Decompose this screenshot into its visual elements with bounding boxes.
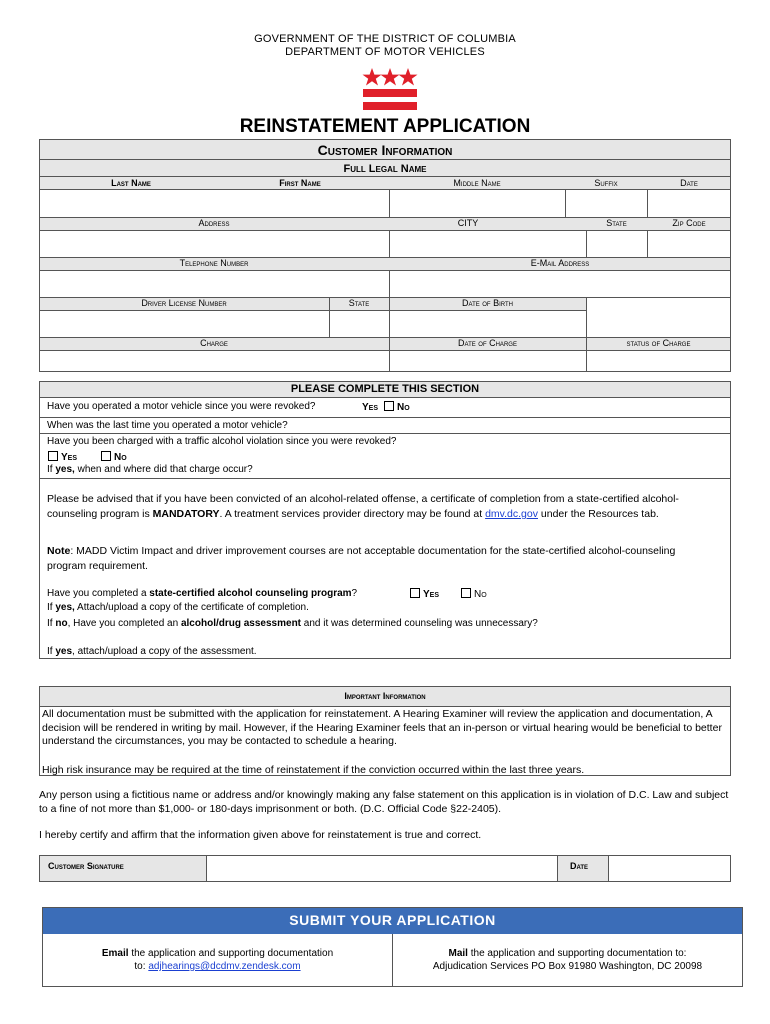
charge-label: Charge xyxy=(200,338,228,348)
q3-yes-checkbox[interactable] xyxy=(48,451,58,461)
q3-text: Have you been charged with a traffic alcohol violation since you were revoked? xyxy=(47,436,397,447)
important-paragraph-1: All documentation must be submitted with the application for reinstatement. A Hearing Examiner will review the application and documentation, A decision will be rendered in writing by mail. However, if the Hearing Examiner feels that an in-person or virtual hearing would be beneficial to better understand the circumstances, you may be contacted to schedule a hearing. xyxy=(42,708,722,747)
customer-info-title: Customer Information xyxy=(317,142,453,158)
suffix-label: Suffix xyxy=(594,178,618,188)
full-legal-name-label: Full Legal Name xyxy=(343,163,427,175)
name-input[interactable] xyxy=(40,190,388,216)
legal-warning: Any person using a fictitious name or address and/or knowingly making any false statement on this application is in violation of D.C. Law and subject to a fine of not more than $1,000- or 180-days imprisonment or both. (D.C. Official Code §22-2405). xyxy=(39,789,729,815)
dl-state-label: State xyxy=(348,298,370,308)
q4-options xyxy=(404,588,487,600)
zip-code-label: Zip Code xyxy=(672,218,706,228)
date-of-charge-label: Date of Charge xyxy=(458,338,517,348)
telephone-input[interactable] xyxy=(40,271,388,296)
certification-statement: I hereby certify and affirm that the information given above for reinstatement is true and correct. xyxy=(39,829,482,841)
q4-no-instruction: If no, Have you completed an alcohol/drug assessment and it was determined counseling was unnecessary? xyxy=(47,618,538,629)
section-title: PLEASE COMPLETE THIS SECTION xyxy=(290,383,480,395)
email-instruction: Email the application and supporting documentation to: adjhearings@dcdmv.zendesk.com xyxy=(101,948,334,972)
q4-text: Have you completed a state-certified alcohol counseling program? xyxy=(47,588,358,599)
q1-no-label: No xyxy=(397,402,410,413)
advisory-paragraph: Please be advised that if you have been convicted of an alcohol-related offense, a certificate of completion from a state-certified alcohol-counseling program is MANDATORY. A treatment services provider directory may be found at dmv.dc.gov under the Resources tab. xyxy=(47,493,679,520)
customer-signature-input[interactable] xyxy=(207,856,556,881)
email-link[interactable]: adjhearings@dcdmv.zendesk.com xyxy=(148,961,301,972)
state-input[interactable] xyxy=(587,231,646,256)
driver-license-input[interactable] xyxy=(40,311,328,336)
q4-no-label: No xyxy=(474,589,487,600)
middle-name-label: Middle Name xyxy=(453,178,501,188)
signature-date-label: Date xyxy=(570,861,589,871)
q4-no-checkbox[interactable] xyxy=(461,588,471,598)
q3-followup: If yes, when and where did that charge occur? xyxy=(47,464,253,475)
driver-license-label: Driver License Number xyxy=(141,298,227,308)
note-paragraph: Note: MADD Victim Impact and driver improvement courses are not acceptable documentation for the state-certified alcohol-counseling program requirement. xyxy=(47,545,676,572)
telephone-label: Telephone Number xyxy=(179,258,249,268)
q4-yes-label: Yes xyxy=(423,589,440,600)
q3-no-checkbox[interactable] xyxy=(101,451,111,461)
q1-text: Have you operated a motor vehicle since you were revoked? xyxy=(47,401,316,412)
q1-yes-label: Yes xyxy=(362,402,379,413)
dl-state-input[interactable] xyxy=(330,311,388,336)
q3-no-label: No xyxy=(114,452,127,463)
dmv-directory-link[interactable]: dmv.dc.gov xyxy=(485,508,538,520)
date-of-birth-input[interactable] xyxy=(390,311,585,336)
city-input[interactable] xyxy=(390,231,585,256)
date-of-birth-label: Date of Birth xyxy=(462,298,513,308)
q1-no-checkbox[interactable] xyxy=(384,401,394,411)
zip-code-input[interactable] xyxy=(648,231,730,256)
customer-signature-label: Customer Signature xyxy=(48,861,124,871)
date-label: Date xyxy=(680,178,698,188)
charge-input[interactable] xyxy=(40,351,388,371)
address-label: Address xyxy=(198,218,230,228)
q3-options xyxy=(42,451,127,463)
mail-address: Adjudication Services PO Box 91980 Washington, DC 20098 xyxy=(432,961,703,972)
address-input[interactable] xyxy=(40,231,388,256)
status-of-charge-label: status of Charge xyxy=(626,338,691,348)
q4-yes-checkbox[interactable] xyxy=(410,588,420,598)
date-input[interactable] xyxy=(648,190,730,216)
important-paragraph-2: High risk insurance may be required at the time of reinstatement if the conviction occurred within the last three years. xyxy=(42,764,585,776)
email-label: E-Mail Address xyxy=(530,258,590,268)
q5-instruction: If yes, attach/upload a copy of the assessment. xyxy=(47,646,257,657)
page-title: REINSTATEMENT APPLICATION xyxy=(239,116,531,137)
first-name-label: First Name xyxy=(279,178,321,188)
state-label: State xyxy=(606,218,627,228)
date-of-charge-input[interactable] xyxy=(390,351,585,371)
mail-instruction: Mail the application and supporting documentation to: Adjudication Services PO Box 91980 Washington, DC 20098 xyxy=(432,948,703,972)
q2-text: When was the last time you operated a motor vehicle? xyxy=(47,420,288,431)
city-label: CITY xyxy=(457,218,479,228)
q3-yes-label: Yes xyxy=(61,452,78,463)
submit-title: SUBMIT YOUR APPLICATION xyxy=(289,912,496,928)
q4-yes-instruction: If yes, Attach/upload a copy of the certificate of completion. xyxy=(47,602,309,613)
important-title: Important Information xyxy=(344,691,426,701)
suffix-input[interactable] xyxy=(566,190,646,216)
agency-line-1: GOVERNMENT OF THE DISTRICT OF COLUMBIA xyxy=(254,33,516,45)
email-input[interactable] xyxy=(390,271,730,296)
q1-options xyxy=(362,401,410,413)
agency-line-2: DEPARTMENT OF MOTOR VEHICLES xyxy=(285,46,485,58)
status-of-charge-input[interactable] xyxy=(587,351,730,371)
signature-date-input[interactable] xyxy=(609,856,730,881)
dc-flag-logo xyxy=(362,67,418,113)
middle-name-input[interactable] xyxy=(390,190,564,216)
last-name-label: Last Name xyxy=(111,178,151,188)
